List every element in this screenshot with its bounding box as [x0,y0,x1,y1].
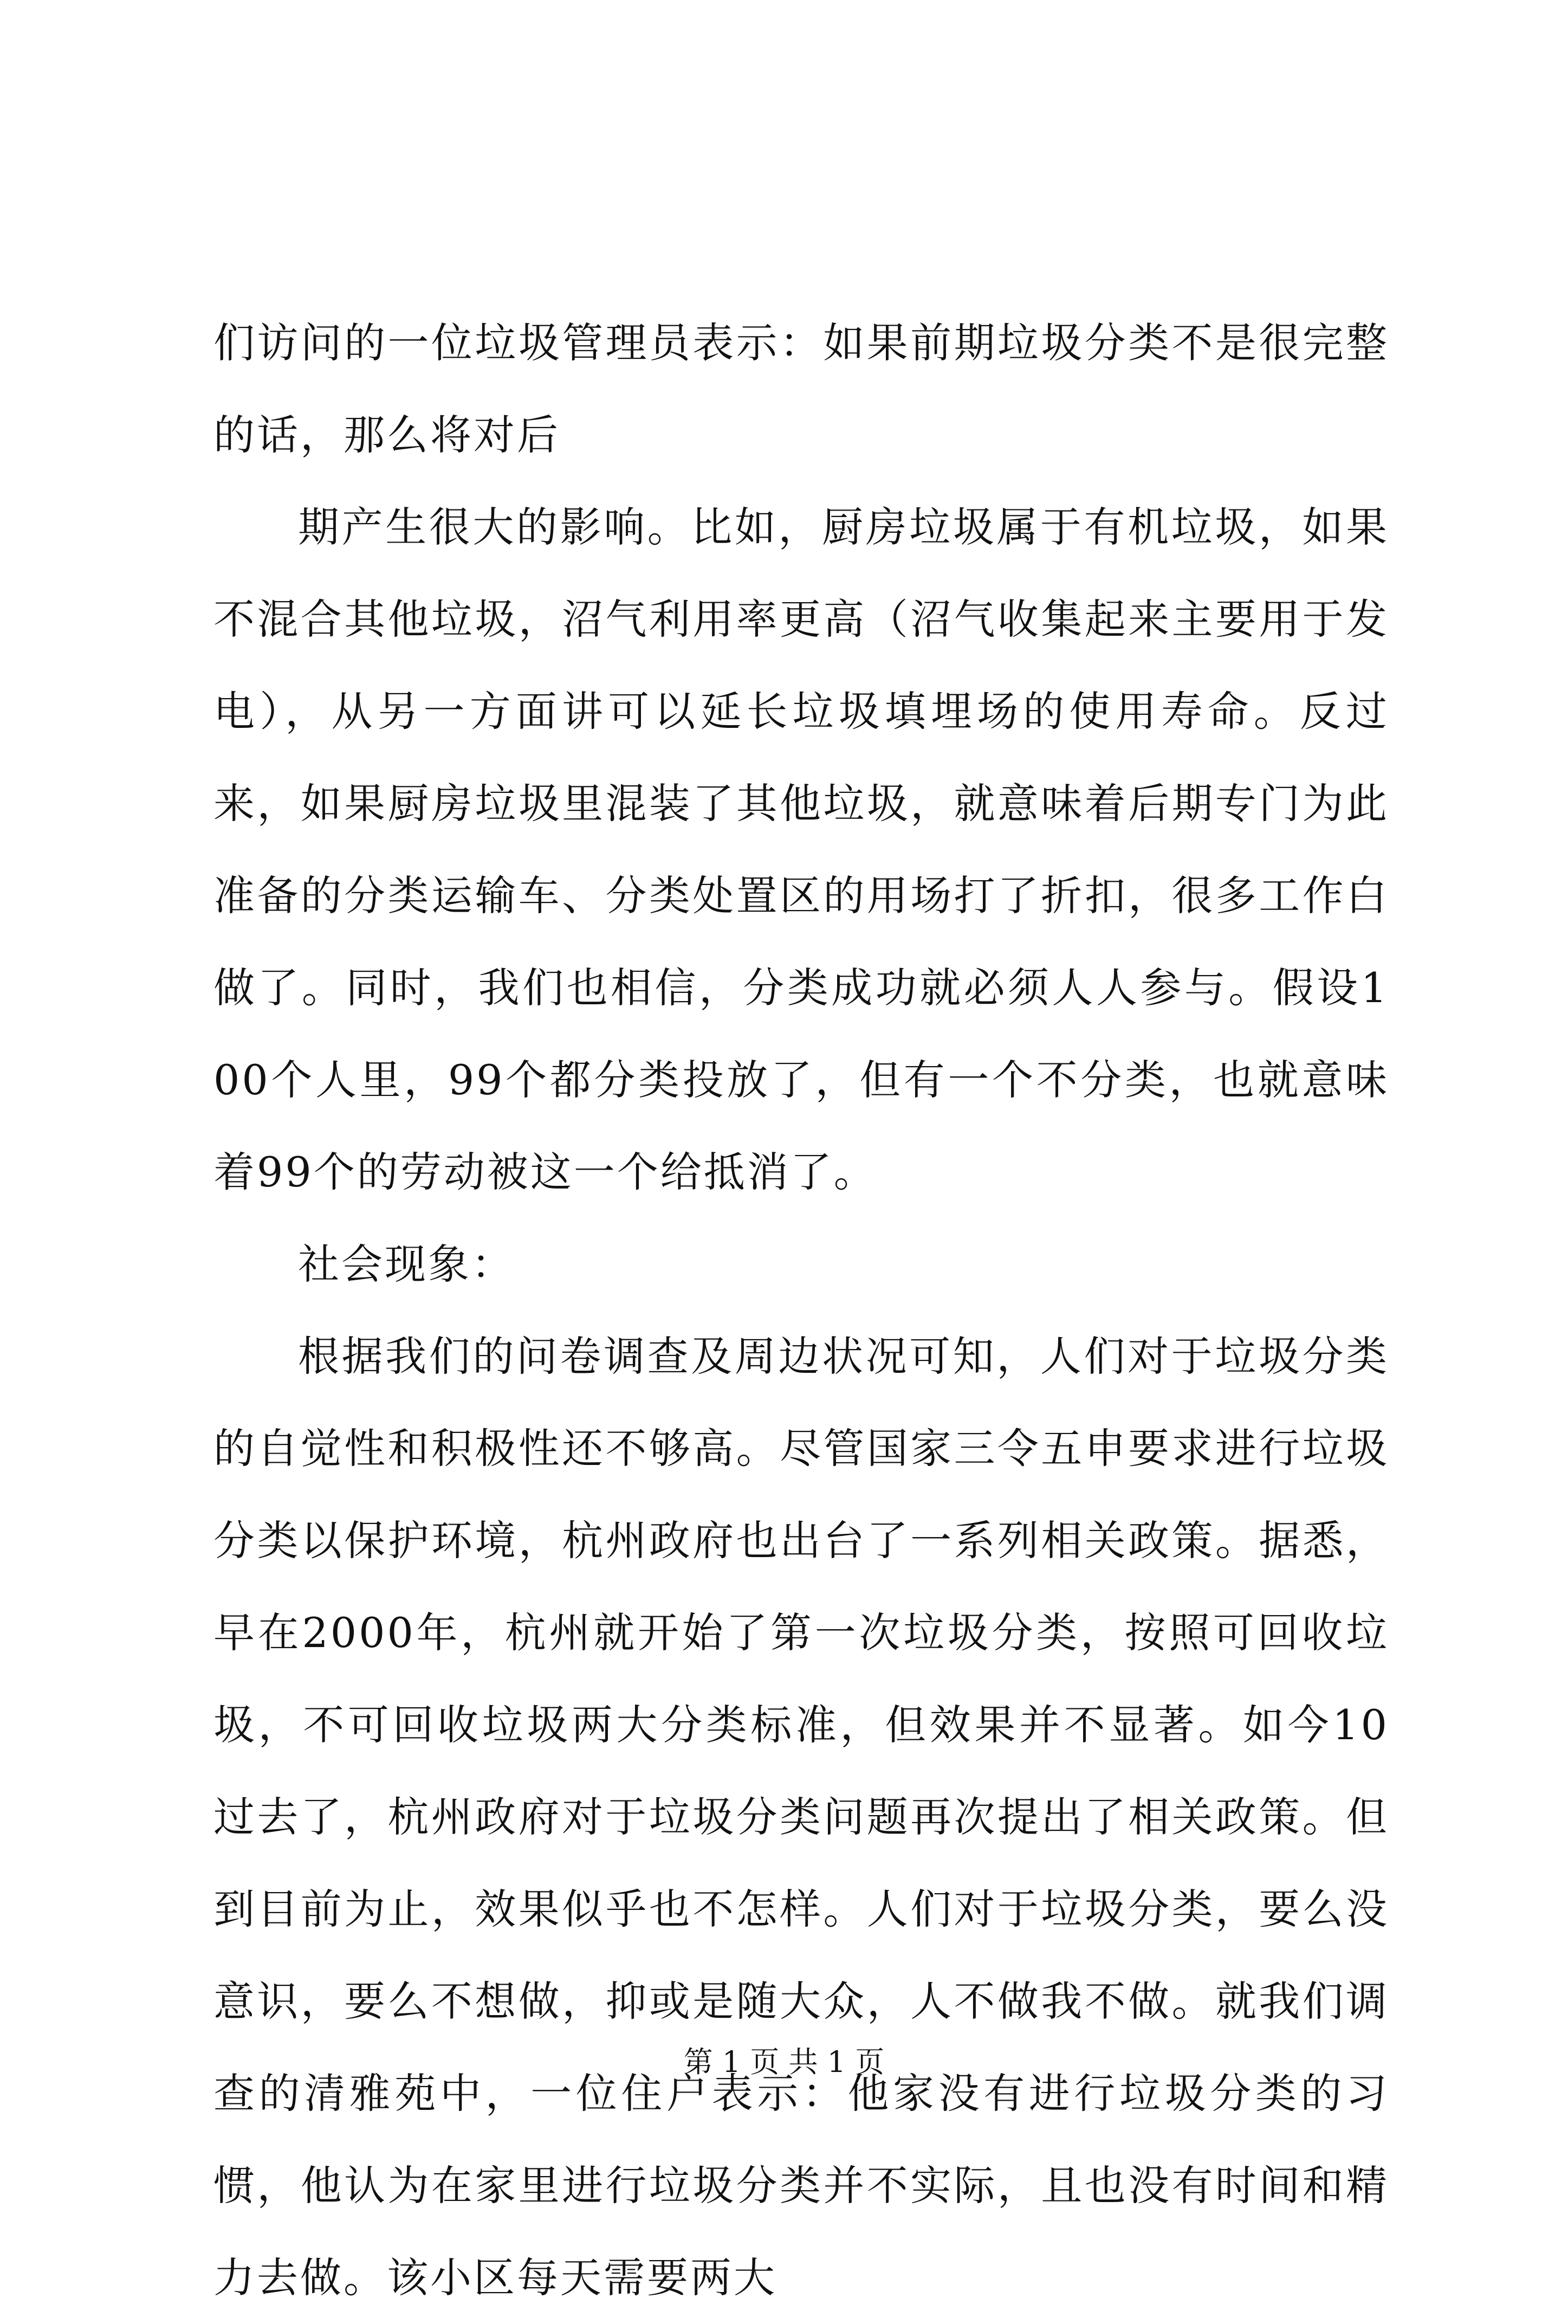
paragraph-4: 根据我们的问卷调查及周边状况可知，人们对于垃圾分类的自觉性和积极性还不够高。尽管国家三令五申要求进行垃圾分类以保护环境，杭州政府也出台了一系列相关政策。据悉，早在2000年，杭州就开始了第一次垃圾分类，按照可回收垃圾，不可回收垃圾两大分类标准，但效果并不显著。如今10过去了，杭州政府对于垃圾分类问题再次提出了相关政策。但到目前为止，效果似乎也不怎样。人们对于垃圾分类，要么没意识，要么不想做，抑或是随大众，人不做我不做。就我们调查的清雅苑中，一位住户表示：他家没有进行垃圾分类的习惯，他认为在家里进行垃圾分类并不实际，且也没有时间和精力去做。该小区每天需要两大 [213,1332,1389,2302]
paragraph-2: 期产生很大的影响。比如，厨房垃圾属于有机垃圾，如果不混合其他垃圾，沼气利用率更高（沼气收集起来主要用于发电），从另一方面讲可以延长垃圾填埋场的使用寿命。反过来，如果厨房垃圾里混装了其他垃圾，就意味着后期专门为此准备的分类运输车、分类处置区的用场打了折扣，很多工作白做了。同时，我们也相信，分类成功就必须人人参与。假设100个人里，99个都分类投放了，但有一个不分类，也就意味着99个的劳动被这一个给抵消了。 [213,503,1389,1196]
page-number-footer: 第 1 页 共 1 页 [683,2045,885,2079]
paragraph-3-heading: 社会现象： [298,1240,515,1288]
paragraph-1: 们访问的一位垃圾管理员表示：如果前期垃圾分类不是很完整的话，那么将对后 [213,319,1389,459]
document-body [213,297,1389,2324]
